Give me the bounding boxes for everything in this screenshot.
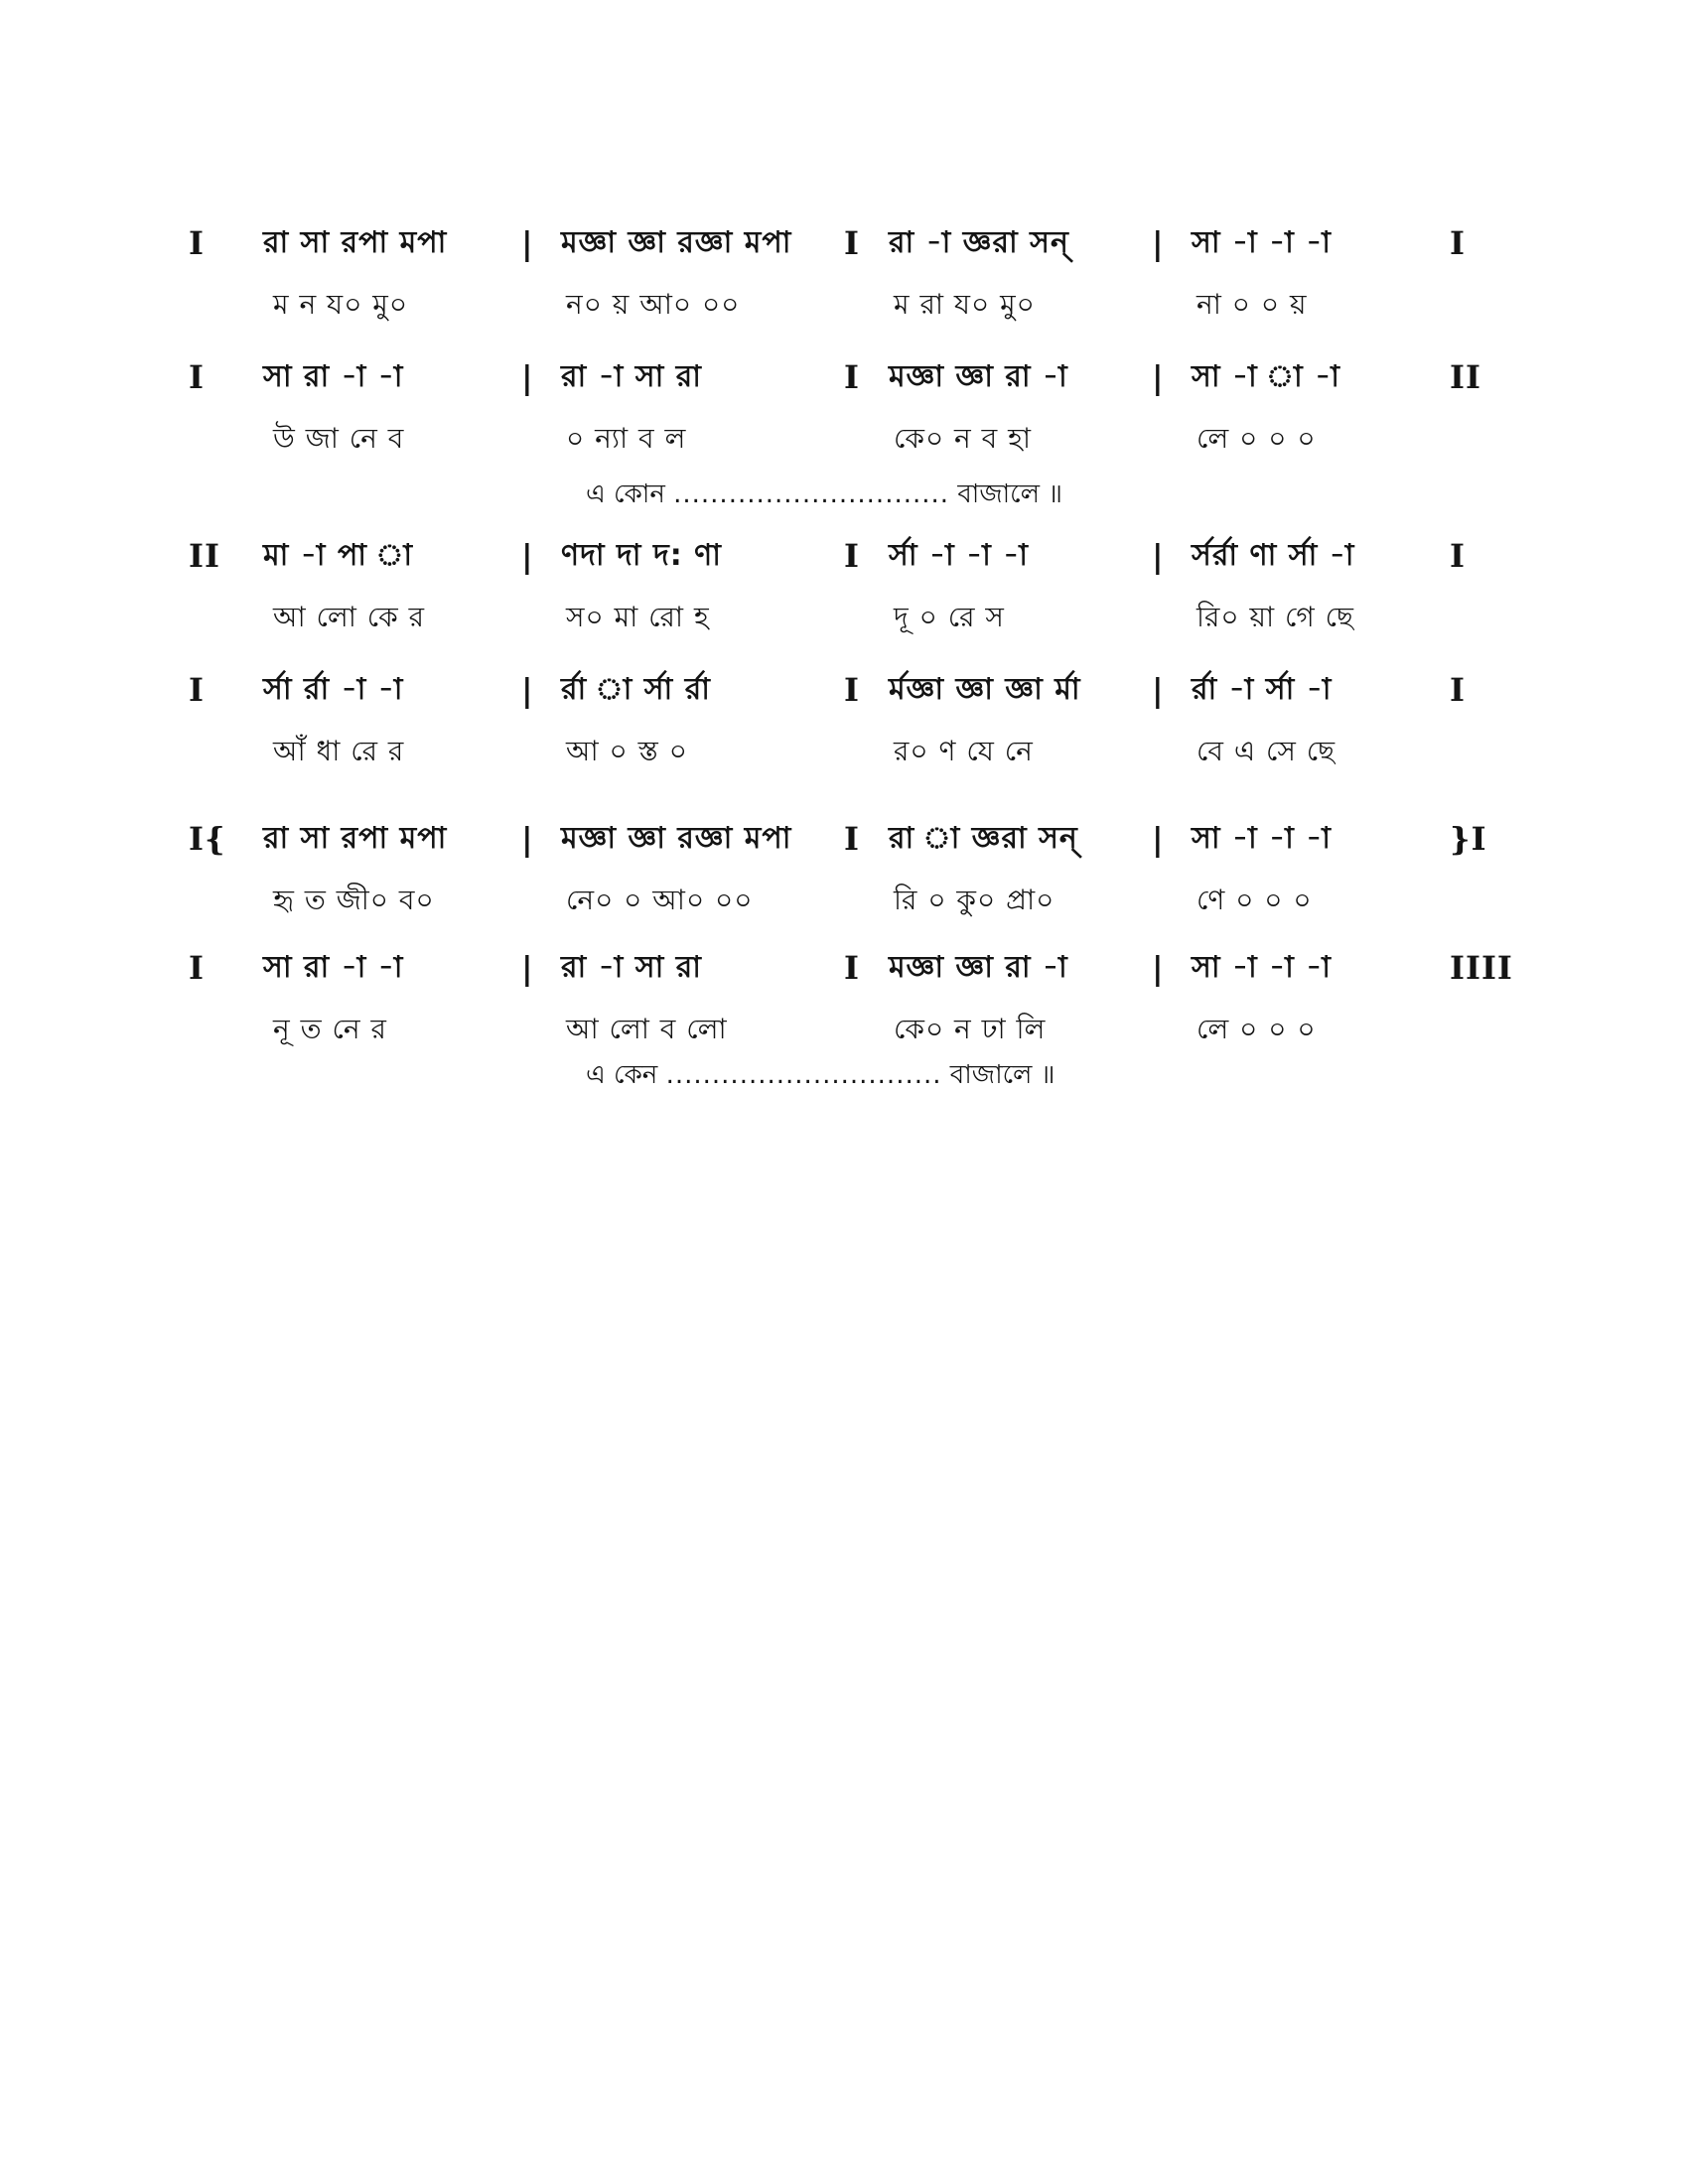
note-group: র্মজ্ঞা জ্ঞা জ্ঞা র্মা bbox=[889, 672, 1081, 707]
note-group: রা া জ্ঞরা সন্ bbox=[889, 821, 1078, 856]
notation-row bbox=[189, 948, 1513, 1010]
note-group: মজ্ঞা জ্ঞা রজ্ঞা মপা bbox=[561, 225, 792, 260]
barline: | bbox=[1152, 820, 1165, 858]
barline: I bbox=[189, 949, 205, 987]
lyric-row bbox=[194, 881, 1504, 942]
note-group: মা -া পা া bbox=[263, 538, 414, 573]
refrain-start: এ কেন bbox=[586, 1060, 658, 1090]
note-group: সা -া া -া bbox=[1192, 359, 1340, 394]
note-group: সা রা -া -া bbox=[263, 359, 404, 394]
lyric-group: কে০ ন ঢা লি bbox=[894, 1013, 1047, 1045]
lyric-group: আ ০ স্ত ০ bbox=[566, 735, 688, 767]
note-group: র্রা -া র্সা -া bbox=[1192, 672, 1333, 707]
refrain-line bbox=[586, 1057, 1055, 1093]
lyric-row bbox=[194, 285, 1504, 346]
lyric-group: নে০ ০ আ০ ০০ bbox=[566, 884, 754, 916]
lyric-group: রি০ য়া গে ছে bbox=[1196, 601, 1354, 633]
barline: I bbox=[1450, 224, 1466, 262]
barline: I bbox=[1450, 537, 1466, 575]
barline: | bbox=[521, 949, 534, 987]
note-group: রা -া সা রা bbox=[561, 359, 702, 394]
lyric-group: ণে ০ ০ ০ bbox=[1196, 884, 1313, 916]
notation-row bbox=[189, 536, 1504, 598]
refrain-dots: .............................. bbox=[665, 1060, 942, 1090]
note-group: র্সা র্রা -া -া bbox=[263, 672, 404, 707]
lyric-group: লে ০ ০ ০ bbox=[1196, 1013, 1317, 1045]
notation-row bbox=[189, 670, 1504, 732]
note-group: র্রা া র্সা র্রা bbox=[561, 672, 711, 707]
note-group: সা -া -া -া bbox=[1192, 821, 1332, 856]
lyric-group: বে এ সে ছে bbox=[1196, 735, 1336, 767]
note-group: র্সা -া -া -া bbox=[889, 538, 1029, 573]
lyric-group: আ লো ব লো bbox=[566, 1013, 728, 1045]
lyric-group: রি ০ কু০ প্রা০ bbox=[894, 884, 1055, 916]
note-group: মজ্ঞা জ্ঞা রজ্ঞা মপা bbox=[561, 821, 792, 856]
lyric-group: লে ০ ০ ০ bbox=[1196, 422, 1317, 455]
stanza bbox=[189, 670, 1504, 793]
note-group: সা রা -া -া bbox=[263, 950, 404, 985]
lyric-group: নূ ত নে র bbox=[273, 1013, 387, 1045]
stanza bbox=[189, 357, 1504, 480]
lyric-group: আ লো কে র bbox=[273, 601, 426, 633]
stanza bbox=[189, 819, 1504, 942]
lyric-group: হৃ ত জী০ ব০ bbox=[273, 884, 435, 916]
lyric-row bbox=[194, 732, 1504, 793]
barline: | bbox=[521, 358, 534, 396]
note-group: সা -া -া -া bbox=[1192, 950, 1332, 985]
lyric-group: ম রা য০ মু০ bbox=[894, 288, 1036, 321]
lyric-row bbox=[194, 419, 1504, 480]
barline: | bbox=[521, 224, 534, 262]
barline: II bbox=[1450, 358, 1481, 396]
barline: | bbox=[1152, 224, 1165, 262]
lyric-group: স০ মা রো হ bbox=[566, 601, 710, 633]
refrain-dots: .............................. bbox=[673, 479, 950, 509]
barline: | bbox=[1152, 671, 1165, 709]
notation-row bbox=[189, 819, 1504, 881]
lyric-group: ০ ন্যা ব ল bbox=[566, 422, 687, 455]
lyric-group: দূ ০ রে স bbox=[894, 601, 1005, 633]
barline: I bbox=[844, 820, 860, 858]
refrain-start: এ কোন bbox=[586, 479, 665, 509]
barline: I bbox=[189, 358, 205, 396]
stanza bbox=[189, 948, 1513, 1071]
lyric-group: আঁ ধা রে র bbox=[273, 735, 405, 767]
barline: I bbox=[1450, 671, 1466, 709]
note-group: রা -া জ্ঞরা সন্ bbox=[889, 225, 1069, 260]
lyric-group: ন০ য় আ০ ০০ bbox=[566, 288, 741, 321]
barline: | bbox=[521, 671, 534, 709]
barline: | bbox=[1152, 949, 1165, 987]
notation-row bbox=[189, 223, 1504, 285]
note-group: সা -া -া -া bbox=[1192, 225, 1332, 260]
barline: I bbox=[844, 224, 860, 262]
note-group: রা সা রপা মপা bbox=[263, 821, 448, 856]
barline: I bbox=[189, 671, 205, 709]
note-group: রা সা রপা মপা bbox=[263, 225, 448, 260]
barline: I bbox=[844, 537, 860, 575]
lyric-group: কে০ ন ব হা bbox=[894, 422, 1032, 455]
refrain-line bbox=[586, 477, 1062, 512]
lyric-group: উ জা নে ব bbox=[273, 422, 405, 455]
lyric-row bbox=[194, 598, 1504, 659]
barline: I bbox=[844, 358, 860, 396]
note-group: ণদা দা দ: ণা bbox=[561, 538, 722, 573]
barline: | bbox=[521, 537, 534, 575]
barline: I{ bbox=[189, 820, 226, 858]
barline: IIII bbox=[1450, 949, 1513, 987]
notation-row bbox=[189, 357, 1504, 419]
barline: | bbox=[1152, 537, 1165, 575]
barline: I bbox=[189, 224, 205, 262]
stanza bbox=[189, 536, 1504, 659]
note-group: মজ্ঞা জ্ঞা রা -া bbox=[889, 950, 1068, 985]
barline: II bbox=[189, 537, 220, 575]
note-group: মজ্ঞা জ্ঞা রা -া bbox=[889, 359, 1068, 394]
note-group: র্সর্রা ণা র্সা -া bbox=[1192, 538, 1355, 573]
refrain-end: বাজালে ॥ bbox=[949, 1060, 1055, 1090]
lyric-group: ম ন য০ মু০ bbox=[273, 288, 409, 321]
note-group: রা -া সা রা bbox=[561, 950, 702, 985]
barline: | bbox=[1152, 358, 1165, 396]
barline: }I bbox=[1450, 820, 1487, 858]
lyric-group: না ০ ০ য় bbox=[1196, 288, 1308, 321]
barline: I bbox=[844, 671, 860, 709]
barline: | bbox=[521, 820, 534, 858]
stanza bbox=[189, 223, 1504, 346]
barline: I bbox=[844, 949, 860, 987]
lyric-group: র০ ণ যে নে bbox=[894, 735, 1034, 767]
refrain-end: বাজালে ॥ bbox=[957, 479, 1062, 509]
